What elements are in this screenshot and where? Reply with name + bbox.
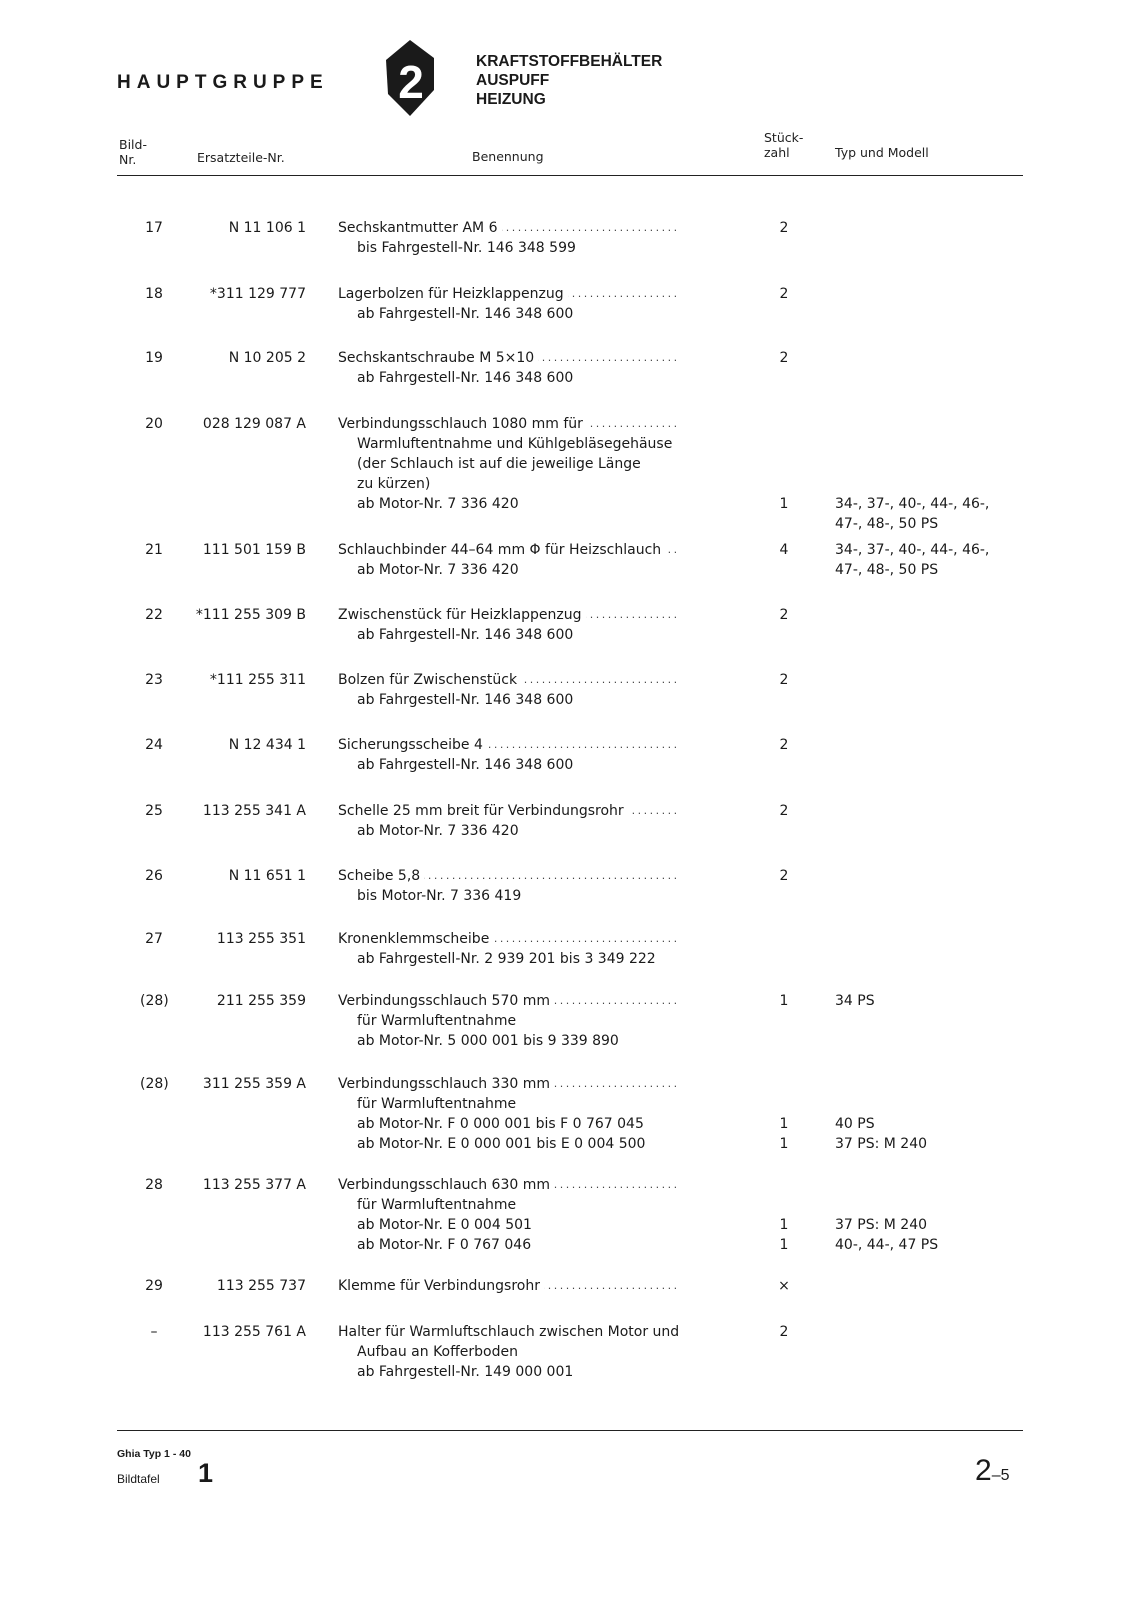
description-text: ab Fahrgestell-Nr. 146 348 600 (357, 370, 574, 386)
description (338, 284, 748, 324)
description (338, 670, 748, 710)
page-number (975, 1454, 1009, 1488)
quantity-value (772, 929, 796, 949)
description-text: ab Motor-Nr. 5 000 001 bis 9 339 890 (357, 1033, 619, 1049)
description-text: bis Fahrgestell-Nr. 146 348 599 (357, 240, 576, 256)
description-text: für Warmluftentnahme (357, 1013, 517, 1029)
description-text: Sechskantmutter AM 6 (338, 220, 502, 236)
type-model (835, 284, 1035, 324)
quantity-value (772, 949, 796, 969)
type-model (835, 991, 1035, 1051)
description-text: Sicherungsscheibe 4 (338, 737, 487, 753)
description (338, 540, 748, 580)
description-line (338, 434, 748, 454)
type-model-line: 47-, 48-, 50 PS (835, 516, 939, 532)
quantity-value: 2 (779, 220, 789, 236)
part-number: N 10 205 2 (228, 350, 306, 366)
quantity-value (772, 1342, 796, 1362)
type-model (835, 866, 1035, 906)
type-model-line: 34-, 37-, 40-, 44-, 46-, (835, 496, 990, 512)
description-text: ab Motor-Nr. 7 336 420 (357, 823, 519, 839)
type-model-line (835, 1094, 1035, 1114)
type-model-line (835, 755, 1035, 775)
description-text: Zwischenstück für Heizklappenzug (338, 607, 586, 623)
description (338, 348, 748, 388)
group-number-badge (382, 38, 438, 118)
description-line (338, 1011, 748, 1031)
part-number: 113 255 351 (216, 931, 306, 947)
description-text: Klemme für Verbindungsrohr (338, 1278, 544, 1294)
type-model-line (835, 929, 1035, 949)
type-model (835, 218, 1035, 258)
col-header-part: Ersatzteile-Nr. (197, 150, 285, 165)
quantity-value (772, 1175, 796, 1195)
type-model-line (835, 821, 1035, 841)
description-text: für Warmluftentnahme (357, 1096, 517, 1112)
part-number: *111 255 309 B (195, 607, 306, 623)
description-line (338, 238, 748, 258)
bild-nr: 23 (145, 672, 163, 688)
section-titles (476, 52, 662, 109)
quantity-value (772, 1011, 796, 1031)
bild-nr: 28 (145, 1177, 163, 1193)
description-text: ab Motor-Nr. E 0 004 501 (357, 1217, 532, 1233)
quantity-value (772, 560, 796, 580)
quantity-value: 2 (779, 803, 789, 819)
hauptgruppe-label: HAUPTGRUPPE (117, 72, 329, 93)
description-text: Verbindungsschlauch 330 mm (338, 1076, 554, 1092)
title-line: KRAFTSTOFFBEHÄLTER (476, 53, 663, 70)
bild-nr: 21 (145, 542, 163, 558)
bild-nr: (28) (140, 993, 169, 1009)
bild-nr: – (150, 1324, 158, 1340)
type-model (835, 1276, 1035, 1296)
title-line: HEIZUNG (476, 91, 546, 108)
col-header-qty: Stück- zahl (764, 130, 804, 160)
type-model-line (835, 1175, 1035, 1195)
description-title (338, 670, 748, 690)
type-model-line (835, 1011, 1035, 1031)
description-line (338, 1134, 748, 1154)
description (338, 735, 748, 775)
description-text: ab Motor-Nr. F 0 767 046 (357, 1237, 532, 1253)
type-model-line (835, 670, 1035, 690)
description-line (338, 1235, 748, 1255)
description (338, 218, 748, 258)
type-model-line (835, 1322, 1035, 1342)
description (338, 1074, 748, 1154)
type-model-line (835, 735, 1035, 755)
quantity-value: 1 (779, 1237, 789, 1253)
description-title (338, 801, 748, 821)
description-line (338, 1031, 748, 1051)
description-title (338, 866, 748, 886)
description-text: Schlauchbinder 44–64 mm Φ für Heizschlauch (338, 542, 665, 558)
quantity-value: 1 (779, 993, 789, 1009)
description-text: ab Fahrgestell-Nr. 149 000 001 (357, 1364, 574, 1380)
description-text: ab Motor-Nr. 7 336 420 (357, 496, 519, 512)
quantity-value: 1 (779, 1136, 789, 1152)
quantity-value: 1 (779, 496, 789, 512)
part-number: 113 255 341 A (202, 803, 306, 819)
description-line (338, 304, 748, 324)
type-model-line (835, 1362, 1035, 1382)
description (338, 801, 748, 841)
col-header-bild: Bild- Nr. (119, 137, 147, 167)
description-title (338, 348, 748, 368)
description-line (338, 1362, 748, 1382)
description-line (338, 625, 748, 645)
description-line (338, 690, 748, 710)
description-line (338, 1215, 748, 1235)
footer-rule (117, 1430, 1023, 1431)
description-title (338, 1175, 748, 1195)
type-model (835, 801, 1035, 841)
quantity (772, 735, 796, 775)
part-number: 113 255 761 A (202, 1324, 306, 1340)
description-title (338, 1322, 748, 1342)
quantity (772, 1276, 796, 1296)
description-line (338, 494, 748, 514)
type-model-line (835, 474, 1035, 494)
description-title (338, 218, 748, 238)
bild-nr: 27 (145, 931, 163, 947)
part-number: 311 255 359 A (202, 1076, 306, 1092)
description (338, 866, 748, 906)
description-text: ab Fahrgestell-Nr. 146 348 600 (357, 306, 574, 322)
type-model-line (835, 304, 1035, 324)
part-number: 211 255 359 (216, 993, 306, 1009)
type-model-line: 37 PS: M 240 (835, 1217, 928, 1233)
page-number-main: 2 (975, 1454, 992, 1487)
description-text: Scheibe 5,8 (338, 868, 424, 884)
col-header-desc: Benennung (472, 149, 544, 164)
description-title (338, 605, 748, 625)
type-model-line (835, 368, 1035, 388)
quantity (772, 348, 796, 388)
type-model-line (835, 1195, 1035, 1215)
type-model-line (835, 949, 1035, 969)
quantity (772, 605, 796, 645)
quantity (772, 801, 796, 841)
type-model-line (835, 625, 1035, 645)
quantity-value (772, 1031, 796, 1051)
type-model-line: 37 PS: M 240 (835, 1136, 928, 1152)
bild-nr: 24 (145, 737, 163, 753)
description-title (338, 284, 748, 304)
type-model (835, 670, 1035, 710)
quantity-value: 1 (779, 1116, 789, 1132)
quantity-value: × (778, 1278, 790, 1294)
quantity (772, 1074, 796, 1154)
header-rule (117, 175, 1023, 176)
part-number: 028 129 087 A (202, 416, 306, 432)
type-model (835, 1322, 1035, 1382)
description (338, 1276, 748, 1296)
description-line (338, 368, 748, 388)
quantity-value (772, 625, 796, 645)
type-model-line (835, 886, 1035, 906)
part-number: 113 255 377 A (202, 1177, 306, 1193)
description-line (338, 1114, 748, 1134)
description-text: Kronenklemmscheibe (338, 931, 493, 947)
part-number: N 11 651 1 (228, 868, 306, 884)
quantity-value: 2 (779, 286, 789, 302)
description (338, 991, 748, 1051)
type-model-line (835, 238, 1035, 258)
bild-nr: 19 (145, 350, 163, 366)
type-model-line (835, 605, 1035, 625)
description-text: Schelle 25 mm breit für Verbindungsrohr (338, 803, 628, 819)
quantity-value (772, 821, 796, 841)
description-title (338, 414, 748, 434)
footer-model: Ghia Typ 1 - 40 (117, 1448, 191, 1460)
description-line (338, 560, 748, 580)
part-number: *111 255 311 (209, 672, 306, 688)
description-title (338, 1074, 748, 1094)
description (338, 605, 748, 645)
quantity (772, 1175, 796, 1255)
bild-nr: (28) (140, 1076, 169, 1092)
description-text: (der Schlauch ist auf die jeweilige Länge (357, 456, 641, 472)
quantity-value (772, 1195, 796, 1215)
col-header-typ: Typ und Modell (835, 145, 929, 160)
description-title (338, 929, 748, 949)
quantity (772, 284, 796, 324)
bild-nr: 29 (145, 1278, 163, 1294)
quantity (772, 1322, 796, 1382)
description-line (338, 474, 748, 494)
quantity-value (772, 238, 796, 258)
type-model-line (835, 454, 1035, 474)
type-model-line (835, 284, 1035, 304)
description-line (338, 886, 748, 906)
quantity (772, 670, 796, 710)
quantity-value (772, 1094, 796, 1114)
type-model-line (835, 414, 1035, 434)
quantity-value: 2 (779, 607, 789, 623)
description-text: Bolzen für Zwischenstück (338, 672, 521, 688)
type-model (835, 414, 1035, 534)
type-model-line: 34 PS (835, 993, 875, 1009)
quantity-value (772, 1362, 796, 1382)
quantity-value (772, 474, 796, 494)
type-model-line (835, 801, 1035, 821)
type-model (835, 605, 1035, 645)
description-text: Warmluftentnahme und Kühlgebläsegehäuse (357, 436, 673, 452)
bild-nr: 26 (145, 868, 163, 884)
type-model-line (835, 218, 1035, 238)
description (338, 1175, 748, 1255)
description-text: ab Fahrgestell-Nr. 146 348 600 (357, 757, 574, 773)
description-text: ab Motor-Nr. F 0 000 001 bis F 0 767 045 (357, 1116, 644, 1132)
description-text: zu kürzen) (357, 476, 431, 492)
description-line (338, 1342, 748, 1362)
description-text: Halter für Warmluftschlauch zwischen Motor und (338, 1324, 683, 1340)
quantity-value: 2 (779, 350, 789, 366)
description-text: ab Motor-Nr. E 0 000 001 bis E 0 004 500 (357, 1136, 646, 1152)
quantity (772, 929, 796, 969)
type-model-line: 34-, 37-, 40-, 44-, 46-, (835, 542, 990, 558)
description (338, 414, 748, 514)
description-line (338, 454, 748, 474)
description-text: ab Fahrgestell-Nr. 146 348 600 (357, 627, 574, 643)
description-text: Verbindungsschlauch 570 mm (338, 993, 554, 1009)
type-model-line (835, 1074, 1035, 1094)
group-number: 2 (398, 56, 424, 108)
type-model (835, 1074, 1035, 1154)
quantity (772, 414, 796, 514)
description-title (338, 1276, 748, 1296)
quantity (772, 866, 796, 906)
part-number: *311 129 777 (209, 286, 306, 302)
type-model-line: 47-, 48-, 50 PS (835, 562, 939, 578)
page-number-sub: –5 (991, 1467, 1010, 1484)
part-number: 113 255 737 (216, 1278, 306, 1294)
bild-nr: 25 (145, 803, 163, 819)
quantity-value: 1 (779, 1217, 789, 1233)
description-line (338, 949, 748, 969)
footer-bildtafel-label: Bildtafel (117, 1472, 160, 1486)
quantity-value (772, 690, 796, 710)
type-model (835, 1175, 1035, 1255)
part-number: 111 501 159 B (202, 542, 306, 558)
quantity-value (772, 434, 796, 454)
bild-nr: 17 (145, 220, 163, 236)
description-text: Sechskantschraube M 5×10 (338, 350, 538, 366)
type-model-line (835, 434, 1035, 454)
description (338, 1322, 748, 1382)
quantity (772, 540, 796, 580)
quantity-value: 2 (779, 737, 789, 753)
description-text: Lagerbolzen für Heizklappenzug (338, 286, 568, 302)
description-line (338, 1195, 748, 1215)
footer-bildtafel-number: 1 (198, 1458, 214, 1488)
type-model (835, 929, 1035, 969)
bild-nr: 22 (145, 607, 163, 623)
description-line (338, 755, 748, 775)
description-text: Verbindungsschlauch 630 mm (338, 1177, 554, 1193)
type-model-line (835, 348, 1035, 368)
description-title (338, 540, 748, 560)
description-title (338, 991, 748, 1011)
quantity (772, 991, 796, 1051)
part-number: N 12 434 1 (228, 737, 306, 753)
type-model-line (835, 690, 1035, 710)
quantity-value (772, 886, 796, 906)
type-model (835, 540, 1035, 580)
quantity (772, 218, 796, 258)
description-text: für Warmluftentnahme (357, 1197, 517, 1213)
type-model (835, 348, 1035, 388)
bild-nr: 20 (145, 416, 163, 432)
type-model-line (835, 866, 1035, 886)
description-text: ab Fahrgestell-Nr. 146 348 600 (357, 692, 574, 708)
bild-nr: 18 (145, 286, 163, 302)
type-model-line: 40-, 44-, 47 PS (835, 1237, 939, 1253)
description-text: Aufbau an Kofferboden (357, 1344, 518, 1360)
description-line (338, 821, 748, 841)
type-model-line (835, 1031, 1035, 1051)
type-model (835, 735, 1035, 775)
quantity-value (772, 755, 796, 775)
description-title (338, 735, 748, 755)
description-text: ab Fahrgestell-Nr. 2 939 201 bis 3 349 222 (357, 951, 656, 967)
description-line (338, 1094, 748, 1114)
quantity-value (772, 414, 796, 434)
part-number: N 11 106 1 (228, 220, 306, 236)
quantity-value: 2 (779, 1324, 789, 1340)
description-text: bis Motor-Nr. 7 336 419 (357, 888, 522, 904)
title-line: AUSPUFF (476, 72, 550, 89)
type-model-line (835, 1276, 1035, 1296)
type-model-line: 40 PS (835, 1116, 875, 1132)
quantity-value (772, 1074, 796, 1094)
quantity-value: 4 (779, 542, 789, 558)
description-text: Verbindungsschlauch 1080 mm für (338, 416, 587, 432)
quantity-value (772, 304, 796, 324)
quantity-value (772, 454, 796, 474)
quantity-value (772, 368, 796, 388)
quantity-value: 2 (779, 868, 789, 884)
description (338, 929, 748, 969)
description-text: ab Motor-Nr. 7 336 420 (357, 562, 519, 578)
type-model-line (835, 1342, 1035, 1362)
quantity-value: 2 (779, 672, 789, 688)
